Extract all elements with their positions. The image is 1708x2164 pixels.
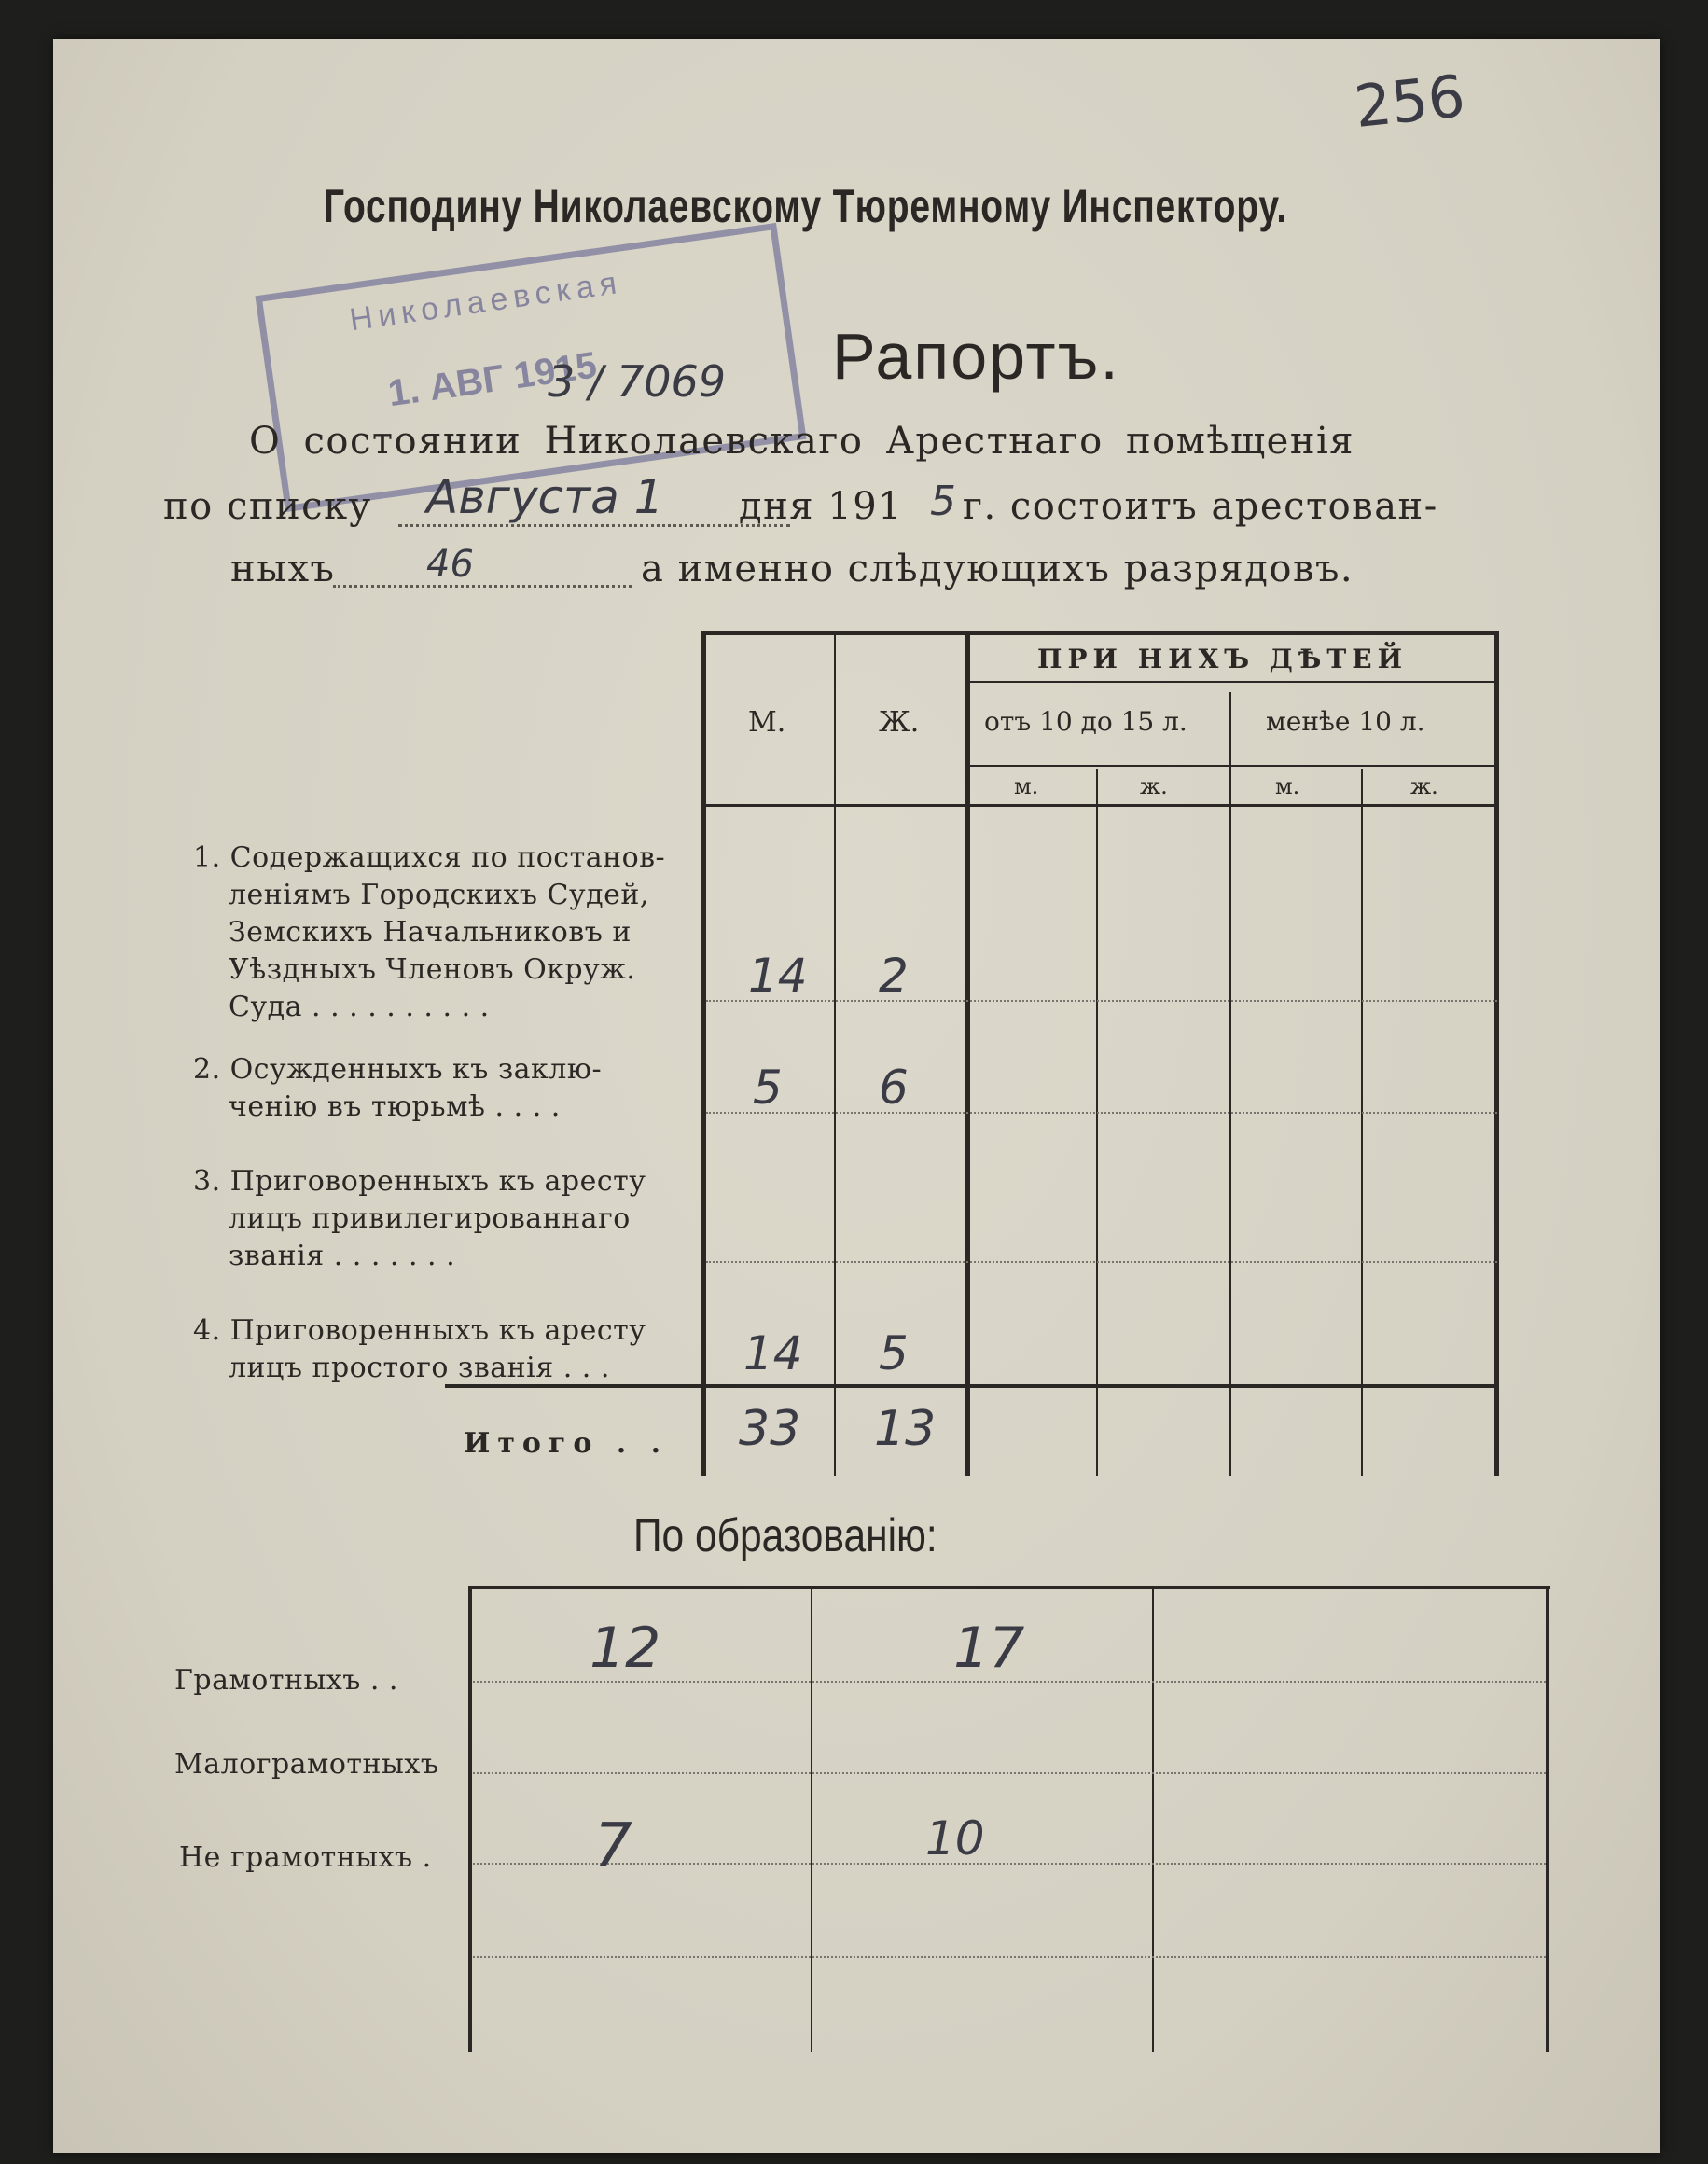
stamp-number-handwritten: 3 / 7069 xyxy=(548,356,727,407)
header-children: ПРИ НИХЪ ДѢТЕЙ xyxy=(1037,644,1409,674)
row-4-zh: 5 xyxy=(879,1326,909,1380)
table-divider xyxy=(1229,692,1231,1476)
table-rule xyxy=(970,765,1497,767)
page-number: 256 xyxy=(1351,62,1468,141)
row-rule xyxy=(473,1956,1546,1958)
header-sub-m1: м. xyxy=(1014,773,1039,799)
edu-row-1-label: Грамотныхъ . . xyxy=(174,1664,398,1697)
stamp-text: Николаевская xyxy=(347,264,625,339)
row-rule xyxy=(706,1261,1497,1263)
document-title: Рапортъ. xyxy=(832,320,1120,393)
addressee: Господину Николаевскому Тюремному Инспектору. xyxy=(324,180,1288,232)
row-rule xyxy=(473,1772,1546,1774)
table-divider xyxy=(965,631,970,1476)
para-line-1: О состоянии Николаевскаго Арестнаго помѣщенія xyxy=(249,420,1354,463)
row-4-m: 14 xyxy=(743,1326,803,1380)
handwritten-date: Августа 1 xyxy=(426,470,664,524)
table-header-rule xyxy=(701,804,1499,807)
header-sub-zh1: ж. xyxy=(1140,773,1168,799)
edu-row-1-c1: 12 xyxy=(590,1616,661,1681)
table-border-left xyxy=(701,631,706,1476)
edu-table-top xyxy=(468,1586,1550,1589)
header-sub-m2: м. xyxy=(1275,773,1300,799)
edu-table-divider xyxy=(811,1586,812,2052)
header-m: М. xyxy=(748,706,786,739)
para-line-3b: а именно слѣдующихъ разрядовъ. xyxy=(641,548,1354,590)
header-age-10-15: отъ 10 до 15 л. xyxy=(984,706,1187,737)
table-border-right xyxy=(1494,631,1499,1476)
para-line-2a: по списку xyxy=(163,485,372,528)
row-2-zh: 6 xyxy=(879,1061,909,1115)
fill-line xyxy=(333,585,632,588)
education-heading: По образованію: xyxy=(633,1509,937,1561)
total-label: Итого . . xyxy=(464,1427,669,1460)
header-sub-zh2: ж. xyxy=(1410,773,1438,799)
row-rule xyxy=(473,1863,1546,1865)
row-4-label: 4. Приговоренныхъ къ аресту лицъ простого званія . . . xyxy=(193,1314,646,1384)
table-rule xyxy=(970,681,1497,683)
edu-row-3-c2: 10 xyxy=(925,1811,985,1866)
header-age-under-10: менѣе 10 л. xyxy=(1266,706,1425,737)
edu-table-left xyxy=(468,1586,472,2052)
edu-row-3-c1: 7 xyxy=(594,1811,632,1880)
document-page xyxy=(53,39,1660,2153)
table-top-border xyxy=(701,631,1499,635)
total-zh: 13 xyxy=(874,1401,937,1457)
para-line-3a: ныхъ xyxy=(230,548,336,590)
edu-row-1-c2: 17 xyxy=(953,1616,1025,1681)
total-m: 33 xyxy=(739,1401,801,1457)
row-rule xyxy=(706,1000,1497,1002)
handwritten-count: 46 xyxy=(426,543,474,586)
row-1-zh: 2 xyxy=(879,949,909,1003)
row-2-label: 2. Осужденныхъ къ заклю- ченію въ тюрьмѣ . . . . xyxy=(193,1053,603,1123)
table-divider xyxy=(1361,769,1363,1476)
row-2-m: 5 xyxy=(753,1061,783,1115)
edu-table-right xyxy=(1546,1586,1549,2052)
row-1-m: 14 xyxy=(748,949,808,1003)
fill-line xyxy=(398,524,790,527)
para-line-2b: дня 191 xyxy=(739,485,904,528)
row-3-label: 3. Приговоренныхъ къ аресту лицъ привилегированнаго званія . . . . . . . xyxy=(193,1165,646,1272)
header-zh: Ж. xyxy=(879,706,920,739)
row-rule xyxy=(706,1112,1497,1114)
table-divider xyxy=(1096,769,1098,1476)
stamp-date: 1. АВГ 1915 xyxy=(385,344,600,415)
handwritten-year: 5 xyxy=(930,478,956,525)
edu-row-2-label: Малограмотныхъ xyxy=(174,1748,439,1781)
edu-row-3-label: Не грамотныхъ . xyxy=(179,1841,432,1874)
row-1-label: 1. Содержащихся по постанов- леніямъ Городскихъ Судей, Земскихъ Начальниковъ и Уѣздныхъ Членовъ Окруж. Суда . . . . . . . . . . xyxy=(193,841,666,1023)
edu-table-divider xyxy=(1152,1586,1154,2052)
row-rule xyxy=(473,1681,1546,1683)
table-divider xyxy=(834,631,836,1476)
para-line-2c: г. состоитъ арестован- xyxy=(963,485,1438,528)
